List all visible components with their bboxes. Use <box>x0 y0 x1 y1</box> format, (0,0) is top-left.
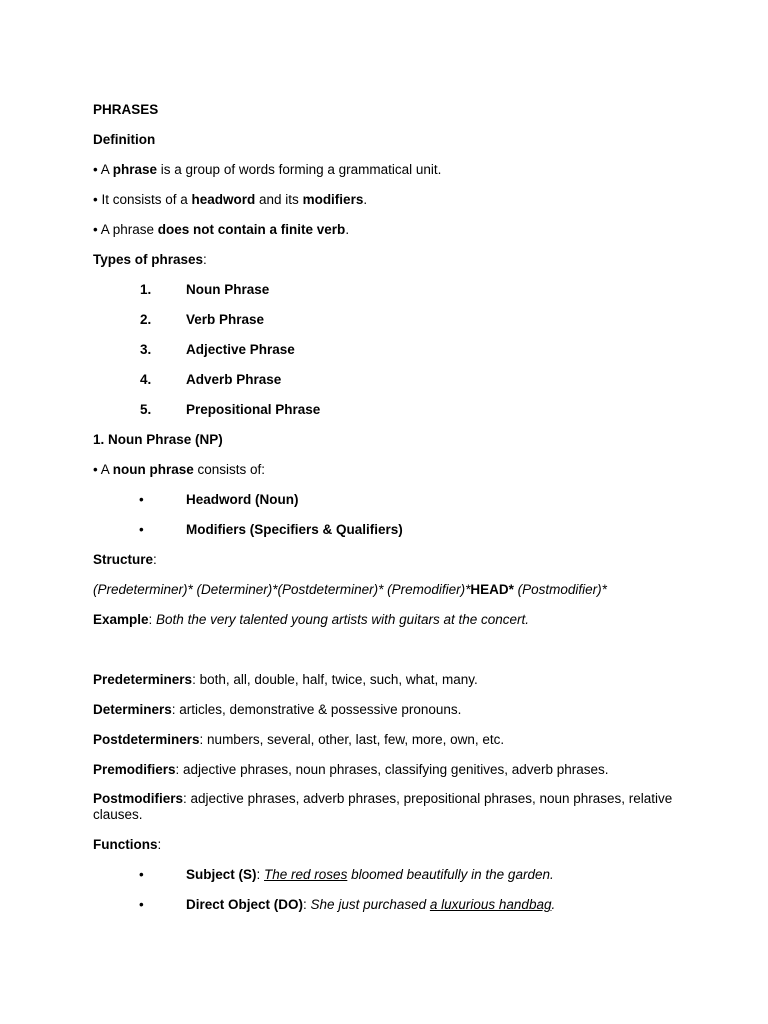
functions-heading <box>93 836 161 853</box>
bold-text: does not contain a finite verb <box>157 222 346 237</box>
bold-text: Structure <box>93 552 154 567</box>
list-number: 2. <box>140 312 152 327</box>
bold-text: Example <box>93 612 149 627</box>
bullet: • <box>139 867 144 882</box>
term: Premodifiers <box>93 762 176 777</box>
term: Postdeterminers <box>93 732 200 747</box>
bullet: • <box>139 897 144 912</box>
def-premodifiers <box>93 761 609 778</box>
list-number: 3. <box>140 342 152 357</box>
underlined-phrase: The red roses <box>264 867 348 882</box>
text: : articles, demonstrative & possessive pronouns. <box>171 702 462 717</box>
text: . <box>345 222 350 237</box>
def-postdeterminers <box>93 731 504 748</box>
part-modifiers: Modifiers (Specifiers & Qualifiers) <box>186 522 403 537</box>
bullet: • <box>139 492 144 507</box>
bold-text: modifiers <box>302 192 364 207</box>
text: : <box>303 897 311 912</box>
text: consists of: <box>193 462 266 477</box>
text: • It consists of a <box>93 192 192 207</box>
definition-heading: Definition <box>93 132 156 147</box>
list-item-verb-phrase: Verb Phrase <box>186 312 265 327</box>
bold-text: headword <box>191 192 256 207</box>
bullet: • <box>139 522 144 537</box>
list-number: 4. <box>140 372 152 387</box>
colon: : <box>153 552 157 567</box>
term: Determiners <box>93 702 172 717</box>
colon: : <box>203 252 207 267</box>
text: • A <box>93 462 113 477</box>
text: : numbers, several, other, last, few, more, own, etc. <box>199 732 505 747</box>
part-headword: Headword (Noun) <box>186 492 299 507</box>
function-label: Direct Object (DO) <box>186 897 304 912</box>
underlined-phrase: a luxurious handbag <box>429 897 552 912</box>
heading-text: Functions <box>93 837 158 852</box>
def-determiners <box>93 701 461 718</box>
list-item-prepositional-phrase: Prepositional Phrase <box>186 402 321 417</box>
bold-text: noun phrase <box>112 462 194 477</box>
function-label: Subject (S) <box>186 867 257 882</box>
definition-point-2 <box>93 191 367 208</box>
noun-phrase-consists <box>93 461 265 478</box>
def-postmodifiers <box>93 791 673 823</box>
list-item-adjective-phrase: Adjective Phrase <box>186 342 295 357</box>
text: . <box>363 192 368 207</box>
colon: : <box>157 837 162 852</box>
function-direct-object <box>186 896 555 913</box>
text: : <box>256 867 265 882</box>
page-title: PHRASES <box>93 102 159 117</box>
example-line <box>93 611 529 628</box>
text: : both, all, double, half, twice, such, what, many. <box>192 672 478 687</box>
types-heading <box>93 251 207 268</box>
text: : adjective phrases, adverb phrases, prepositional phrases, noun phrases, relative clauses. <box>93 791 673 822</box>
text: is a group of words forming a grammatical unit. <box>157 162 442 177</box>
example-text: She just purchased <box>310 897 430 912</box>
function-subject <box>186 866 554 883</box>
list-number: 1. <box>140 282 152 297</box>
definition-point-1 <box>93 161 441 178</box>
example-text: Both the very talented young artists with guitars at the concert. <box>156 612 529 627</box>
structure-label <box>93 551 157 568</box>
list-number: 5. <box>140 402 152 417</box>
bold-text: phrase <box>112 162 158 177</box>
text: (Predeterminer)* (Determiner)*(Postdeterminer)* (Premodifier)* <box>93 582 471 597</box>
heading-text: Types of phrases <box>93 252 204 267</box>
text: : adjective phrases, noun phrases, classifying genitives, adverb phrases. <box>175 762 609 777</box>
text: (Postmodifier)* <box>513 582 607 597</box>
example-text: bloomed beautifully in the garden. <box>347 867 554 882</box>
list-item-adverb-phrase: Adverb Phrase <box>186 372 282 387</box>
text: • A phrase <box>93 222 158 237</box>
text: and its <box>255 192 303 207</box>
term: Postmodifiers <box>93 791 184 806</box>
text: . <box>551 897 556 912</box>
definition-point-3 <box>93 221 349 238</box>
list-item-noun-phrase: Noun Phrase <box>186 282 270 297</box>
structure-formula <box>93 581 607 598</box>
head-text: HEAD* <box>470 582 514 597</box>
noun-phrase-heading: 1. Noun Phrase (NP) <box>93 432 223 447</box>
term: Predeterminers <box>93 672 193 687</box>
text: • A <box>93 162 113 177</box>
text: : <box>148 612 157 627</box>
def-predeterminers <box>93 671 478 688</box>
